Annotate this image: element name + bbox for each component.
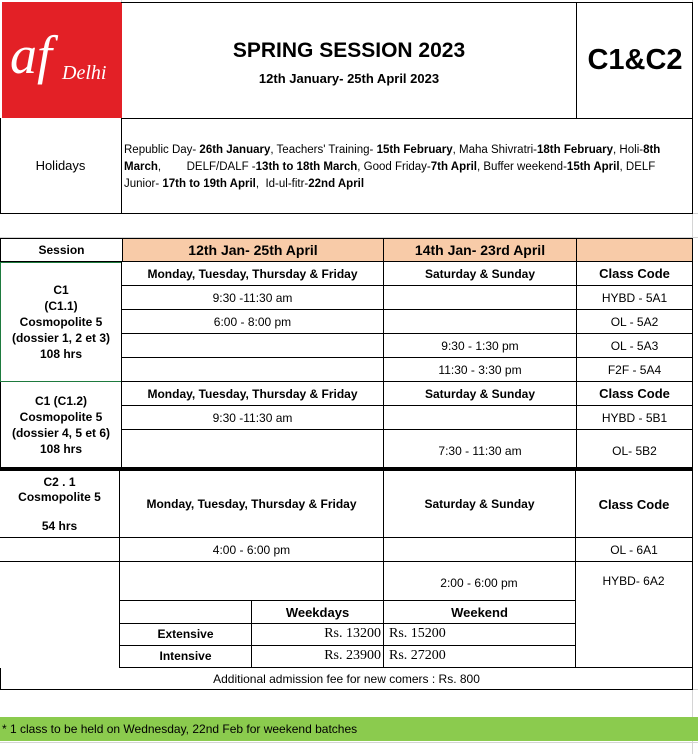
class-code-cell: HYBD- 6A2 bbox=[575, 562, 693, 668]
weekday-cell: 6:00 - 8:00 pm bbox=[121, 310, 384, 334]
blank-cell bbox=[0, 538, 120, 562]
course-c1-2 bbox=[0, 382, 122, 468]
footer-note: * 1 class to be held on Wednesday, 22nd Feb for weekend batches bbox=[0, 717, 698, 741]
session-dates: 12th January- 25th April 2023 bbox=[258, 70, 440, 86]
weekend-cell bbox=[383, 310, 577, 334]
holiday-segment: 7th April bbox=[430, 161, 477, 173]
weekday-range-header: 12th Jan- 25th April bbox=[122, 238, 384, 262]
weekend-days-header: Saturday & Sunday bbox=[383, 262, 577, 286]
class-code-header: Class Code bbox=[576, 382, 693, 406]
weekend-range-header: 14th Jan- 23rd April bbox=[383, 238, 577, 262]
fees-weekend-value: Rs. 15200 bbox=[383, 623, 576, 646]
gridline bbox=[0, 742, 698, 743]
weekday-cell bbox=[121, 430, 384, 468]
fees-weekdays-header: Weekdays bbox=[251, 600, 384, 624]
weekday-cell: 9:30 -11:30 am bbox=[121, 286, 384, 310]
holiday-segment: , Holi- bbox=[613, 144, 644, 156]
session-title: SPRING SESSION 2023 bbox=[232, 39, 466, 62]
fees-weekend-header: Weekend bbox=[383, 600, 576, 624]
weekend-cell: 9:30 - 1:30 pm bbox=[383, 334, 577, 358]
holiday-segment: 18th February bbox=[536, 144, 614, 156]
holiday-segment: , DELF/DALF - bbox=[157, 161, 256, 173]
holidays-label: Holidays bbox=[35, 158, 86, 173]
holiday-segment: , Teachers' Training- bbox=[270, 144, 377, 156]
fees-blank-header bbox=[119, 600, 252, 624]
class-code-cell: OL- 5B2 bbox=[576, 430, 693, 468]
weekend-cell: 2:00 - 6:00 pm bbox=[383, 562, 576, 600]
logo-city: Delhi bbox=[62, 62, 107, 84]
fees-row-label: Intensive bbox=[119, 645, 252, 668]
holiday-segment: 15th April bbox=[566, 161, 620, 173]
course-name-line: 108 hrs bbox=[39, 441, 83, 456]
weekday-days-header: Monday, Tuesday, Thursday & Friday bbox=[121, 382, 384, 406]
fees-weekend-value: Rs. 27200 bbox=[383, 645, 576, 668]
course-name-line: C2 . 1 bbox=[43, 475, 76, 489]
holiday-segment: Republic Day- bbox=[124, 144, 200, 156]
course-c1-1 bbox=[0, 262, 122, 382]
holiday-segment: 22nd April bbox=[308, 178, 365, 190]
logo-af: af bbox=[10, 25, 53, 85]
level-label: C1&C2 bbox=[587, 43, 683, 76]
weekend-days-header: Saturday & Sunday bbox=[383, 471, 576, 538]
weekday-cell: 9:30 -11:30 am bbox=[121, 406, 384, 430]
holidays-text bbox=[124, 142, 690, 193]
class-code-cell: HYBD - 5B1 bbox=[576, 406, 693, 430]
holiday-segment: 17th to 19th April bbox=[162, 178, 256, 190]
holiday-segment: , Maha Shivratri- bbox=[452, 144, 537, 156]
holiday-segment: 13th to 18th March bbox=[255, 161, 358, 173]
weekday-days-header: Monday, Tuesday, Thursday & Friday bbox=[121, 262, 384, 286]
class-code-header: Class Code bbox=[576, 262, 693, 286]
weekend-days-header: Saturday & Sunday bbox=[383, 382, 577, 406]
fees-row-label: Extensive bbox=[119, 623, 252, 646]
logo-box bbox=[2, 2, 122, 118]
course-name-line: Cosmopolite 5 bbox=[19, 409, 103, 424]
class-code-cell: OL - 6A1 bbox=[575, 538, 693, 562]
weekday-days-header: Monday, Tuesday, Thursday & Friday bbox=[119, 471, 384, 538]
weekend-cell bbox=[383, 286, 577, 310]
fees-weekdays-value: Rs. 23900 bbox=[251, 645, 384, 668]
holidays-divider bbox=[121, 118, 122, 213]
holiday-segment: , Id-ul-fitr- bbox=[255, 178, 309, 190]
holiday-segment: 15th February bbox=[376, 144, 453, 156]
course-name-line: (dossier 1, 2 et 3) bbox=[11, 331, 111, 345]
course-name-line: (dossier 4, 5 et 6) bbox=[11, 425, 111, 440]
class-code-cell: F2F - 5A4 bbox=[576, 358, 693, 382]
weekend-cell bbox=[383, 406, 577, 430]
session-header: Session bbox=[0, 238, 122, 262]
course-name-line: 54 hrs bbox=[41, 519, 78, 533]
weekday-cell bbox=[121, 358, 384, 382]
weekend-cell: 7:30 - 11:30 am bbox=[383, 430, 577, 468]
holiday-segment: , Good Friday- bbox=[357, 161, 431, 173]
class-code-cell: OL - 5A2 bbox=[576, 310, 693, 334]
weekend-cell: 11:30 - 3:30 pm bbox=[383, 358, 577, 382]
holiday-segment: , Buffer weekend- bbox=[476, 161, 567, 173]
holiday-segment: 26th January bbox=[199, 144, 271, 156]
course-name-line: C1 (C1.2) bbox=[34, 393, 87, 408]
class-code-cell: OL - 5A3 bbox=[576, 334, 693, 358]
holiday-segment: 8th March bbox=[124, 144, 664, 173]
course-name-line: 108 hrs bbox=[39, 347, 83, 361]
weekday-cell bbox=[121, 334, 384, 358]
course-name-line: Cosmopolite 5 bbox=[19, 315, 103, 329]
fees-weekdays-value: Rs. 13200 bbox=[251, 623, 384, 646]
class-code-header: Class Code bbox=[575, 471, 693, 538]
course-name-line: Cosmopolite 5 bbox=[18, 490, 101, 504]
weekday-cell: 4:00 - 6:00 pm bbox=[119, 538, 384, 562]
course-name-line: C1 bbox=[53, 283, 69, 297]
admission-note: Additional admission fee for new comers : Rs. 800 bbox=[0, 668, 693, 690]
weekday-cell bbox=[119, 562, 384, 600]
course-c2-1 bbox=[0, 471, 120, 538]
weekend-cell bbox=[383, 538, 576, 562]
course-name-line: (C1.1) bbox=[44, 299, 78, 313]
holiday-segment: , DELF Junior- bbox=[124, 161, 659, 190]
class-code-cell: HYBD - 5A1 bbox=[576, 286, 693, 310]
blank-cell bbox=[0, 562, 120, 600]
code-header-blank bbox=[576, 238, 693, 262]
